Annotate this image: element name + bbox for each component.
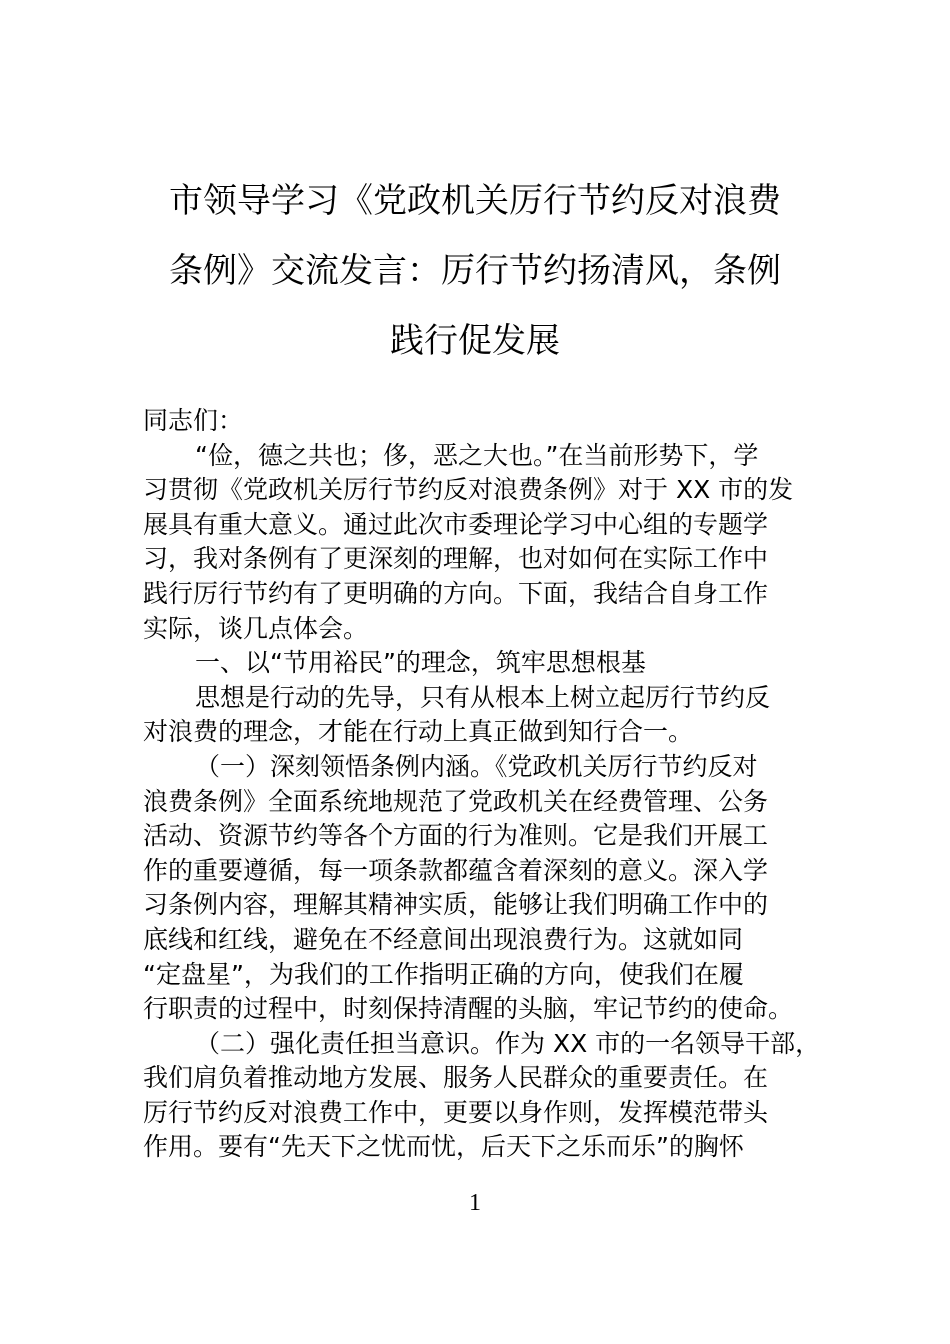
body-line: 展具有重大意义。通过此次市委理论学习中心组的专题学	[143, 509, 769, 539]
body-line: 对浪费的理念，才能在行动上真正做到知行合一。	[143, 717, 694, 747]
section-heading: 一、以“节用裕民”的理念，筑牢思想根基	[195, 648, 646, 678]
title-line-1: 市领导学习《党政机关厉行节约反对浪费	[169, 181, 781, 221]
salutation: 同志们：	[143, 406, 244, 435]
body-line: 践行厉行节约有了更明确的方向。下面，我结合自身工作	[143, 578, 769, 608]
body-line: （一）深刻领悟条例内涵。《党政机关厉行节约反对	[195, 751, 758, 781]
body-line: 思想是行动的先导，只有从根本上树立起厉行节约反	[195, 682, 771, 712]
body-line: 习条例内容，理解其精神实质，能够让我们明确工作中的	[143, 890, 769, 920]
body-line: 底线和红线，避免在不经意间出现浪费行为。这就如同	[143, 924, 744, 954]
page-number: 1	[469, 1190, 481, 1216]
body-line: 作用。要有“先天下之忧而忧，后天下之乐而乐”的胸怀	[143, 1132, 744, 1162]
body-line: 习，我对条例有了更深刻的理解，也对如何在实际工作中	[143, 544, 769, 574]
body-line: “俭，德之共也；侈，恶之大也。”在当前形势下，学	[195, 440, 759, 470]
body-line: 行职责的过程中，时刻保持清醒的头脑，牢记节约的使命。	[143, 994, 794, 1024]
body-line: 作的重要遵循，每一项条款都蕴含着深刻的意义。深入学	[143, 855, 769, 885]
title-line-3: 践行促发展	[390, 321, 560, 361]
body-line: 习贯彻《党政机关厉行节约反对浪费条例》对于 XX 市的发	[143, 475, 794, 505]
title-line-2: 条例》交流发言：厉行节约扬清风，条例	[169, 251, 781, 291]
body-line: “定盘星”，为我们的工作指明正确的方向，使我们在履	[143, 959, 744, 989]
body-line: 我们肩负着推动地方发展、服务人民群众的重要责任。在	[143, 1063, 769, 1093]
body-line: 浪费条例》全面系统地规范了党政机关在经费管理、公务	[143, 786, 769, 816]
body-line: 厉行节约反对浪费工作中，更要以身作则，发挥模范带头	[143, 1097, 769, 1127]
body-line: 实际，谈几点体会。	[143, 613, 369, 643]
document-body	[143, 404, 821, 1165]
body-line: （二）强化责任担当意识。作为 XX 市的一名领导干部，	[195, 1028, 821, 1058]
document-title	[140, 166, 810, 376]
body-line: 活动、资源节约等各个方面的行为准则。它是我们开展工	[143, 821, 769, 851]
